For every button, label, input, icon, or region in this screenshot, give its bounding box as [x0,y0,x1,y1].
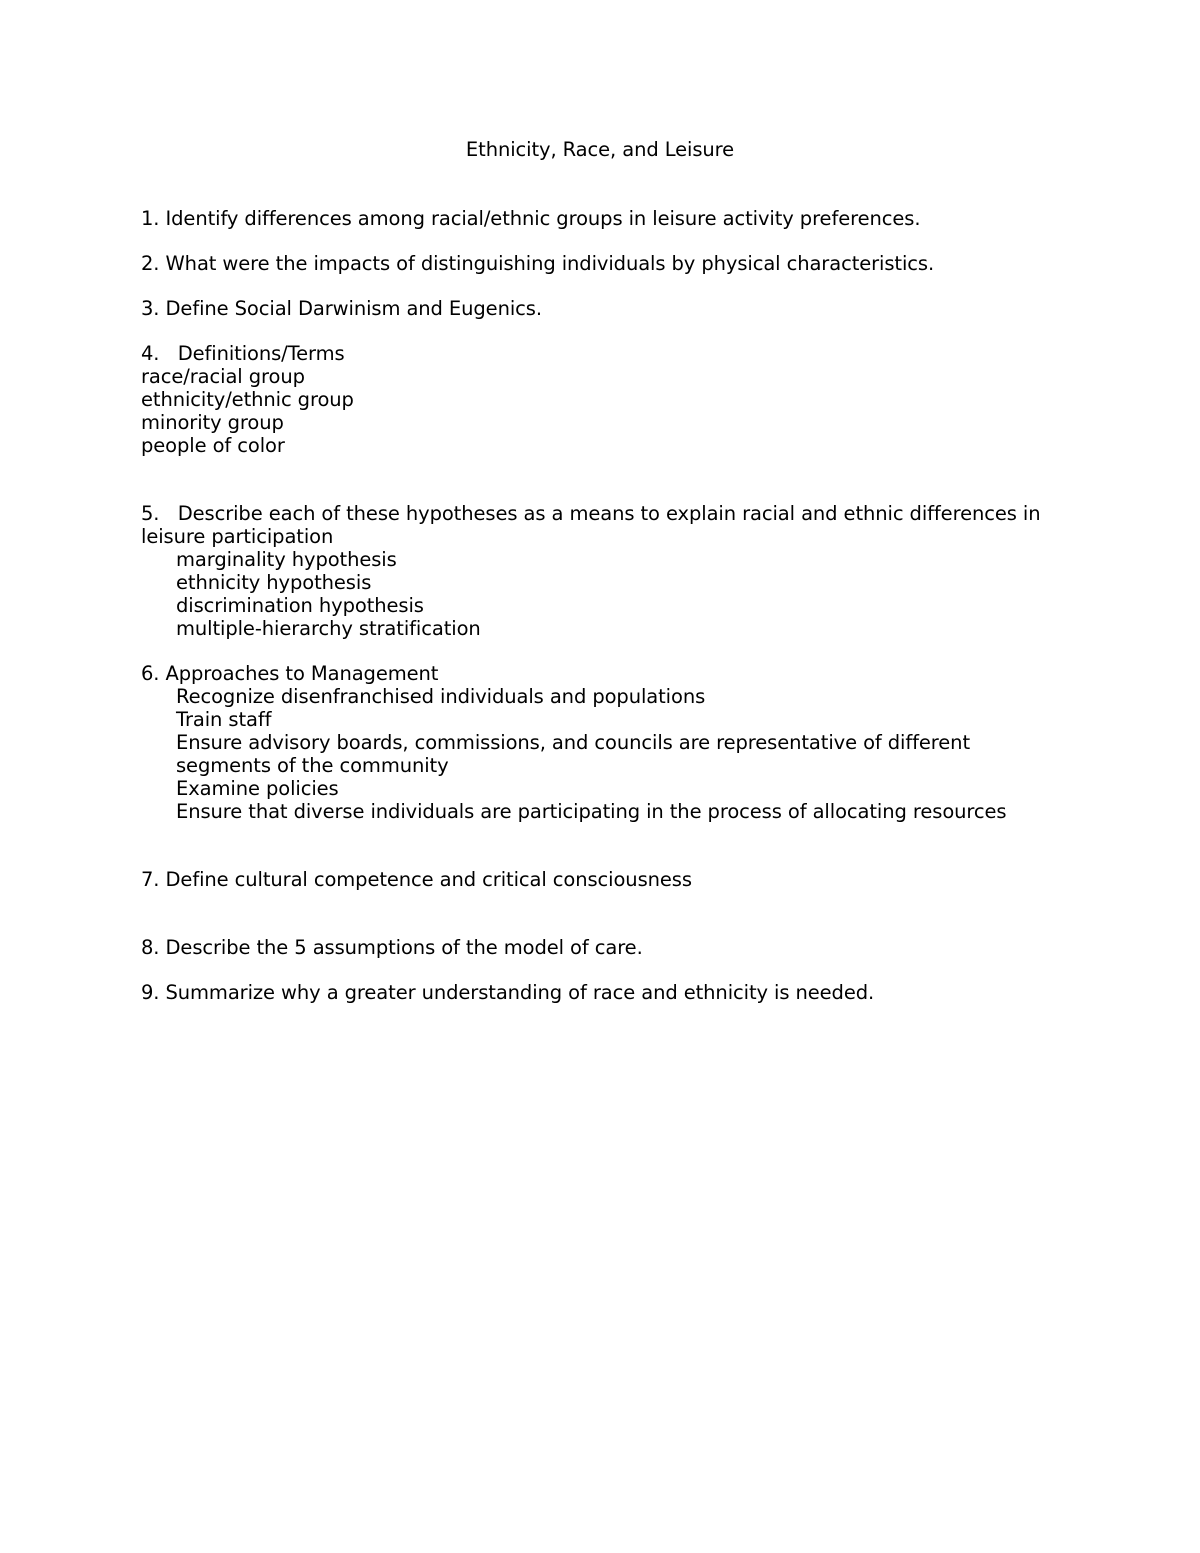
approach-item: Examine policies [176,777,339,800]
question-3: 3. Define Social Darwinism and Eugenics. [141,297,542,320]
hypothesis-item: multiple-hierarchy stratification [176,617,481,640]
question-5-heading: 5. Describe each of these hypotheses as a means to explain racial and ethnic differences in [141,502,1041,525]
hypothesis-item: ethnicity hypothesis [176,571,372,594]
approach-item-cont: segments of the community [176,754,449,777]
hypothesis-item: marginality hypothesis [176,548,397,571]
question-5-heading-cont: leisure participation [141,525,334,548]
question-7: 7. Define cultural competence and critical consciousness [141,868,692,891]
question-6-heading: 6. Approaches to Management [141,662,439,685]
approach-item: Train staff [176,708,272,731]
document-body [141,138,1071,1004]
term-item: ethnicity/ethnic group [141,388,354,411]
approach-item: Ensure advisory boards, commissions, and councils are representative of different [176,731,970,754]
question-8: 8. Describe the 5 assumptions of the model of care. [141,936,643,959]
term-item: race/racial group [141,365,305,388]
term-item: minority group [141,411,284,434]
question-2: 2. What were the impacts of distinguishing individuals by physical characteristics. [141,252,935,275]
question-1: 1. Identify differences among racial/ethnic groups in leisure activity preferences. [141,207,921,230]
question-9: 9. Summarize why a greater understanding of race and ethnicity is needed. [141,981,875,1004]
term-item: people of color [141,434,285,457]
document-title: Ethnicity, Race, and Leisure [465,138,735,161]
approach-item: Recognize disenfranchised individuals and populations [176,685,706,708]
question-4-heading: 4. Definitions/Terms [141,342,345,365]
hypothesis-item: discrimination hypothesis [176,594,424,617]
approach-item: Ensure that diverse individuals are participating in the process of allocating resources [176,800,1007,823]
